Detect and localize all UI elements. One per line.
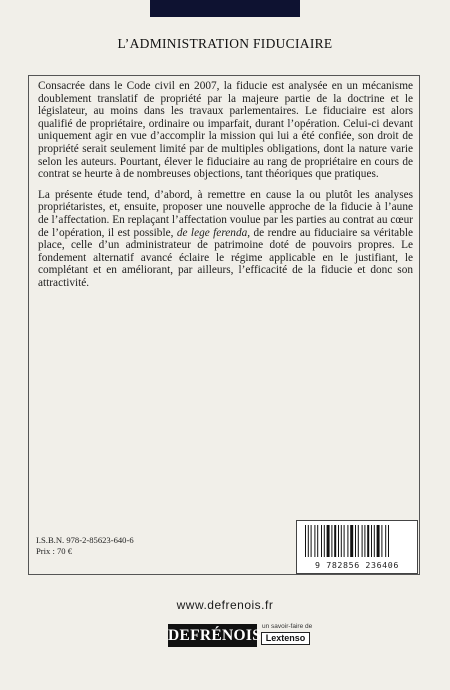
barcode bbox=[296, 520, 418, 574]
group-tagline: un savoir-faire de bbox=[262, 623, 313, 630]
barcode-number: 9 782856 236406 bbox=[315, 560, 399, 570]
summary-paragraph-2-part-b: , de rendre au fiduciaire sa véritable place, celle d’un administrateur de patrimoine doté de pouvoirs propres. Le fondement alternatif avancé éclaire le régime applicable en le justifiant, le complétant et en améliorant, par ailleurs, l’efficacité de la fiducie et donc son attractivité. bbox=[38, 226, 413, 289]
lextenso-logo: Lextenso bbox=[261, 632, 310, 645]
isbn-text: I.S.B.N. 978-2-85623-640-6 bbox=[36, 535, 134, 545]
summary-paragraph-2-part-a: La présente étude tend, d’abord, à remettre en cause la ou plutôt les analyses propriétaristes, et, ensuite, proposer une nouvelle approche de la fiducie à l’aune de l’affectation. En replaçant l’affectation voulue par les parties au contrat au cœur de l’opération, il est possible, bbox=[38, 188, 413, 239]
top-color-band bbox=[150, 0, 300, 17]
barcode-bars bbox=[303, 525, 411, 561]
book-title: L’ADMINISTRATION FIDUCIAIRE bbox=[117, 36, 333, 51]
summary-paragraph-1: Consacrée dans le Code civil en 2007, la fiducie est analysée en un mécanisme doublement translatif de propriété par la majeure partie de la doctrine et le législateur, au moins dans les travaux parlementaires. Le fiduciaire est alors qualifié de propriétaire, ordinaire ou imparfait, durant l’opération. Celui-ci devant uniquement agir en vue d’accomplir la mission qui lui a été confiée, son droit de propriété serait seulement limité par de multiples obligations, dont la nature varie selon les auteurs. Pourtant, élever le fiduciaire au rang de propriétaire en cours de contrat se heurte à de nombreuses objections, tant théoriques que pratiques. bbox=[38, 80, 413, 181]
isbn-price-block bbox=[36, 535, 134, 556]
back-cover-summary bbox=[38, 80, 413, 298]
price-text: Prix : 70 € bbox=[36, 545, 73, 556]
publisher-website[interactable]: www.defrenois.fr bbox=[176, 598, 274, 612]
defrenois-logo: DEFRÉNOIS bbox=[168, 624, 257, 647]
summary-paragraph-2 bbox=[38, 189, 413, 290]
latin-phrase: de lege ferenda bbox=[176, 226, 248, 239]
